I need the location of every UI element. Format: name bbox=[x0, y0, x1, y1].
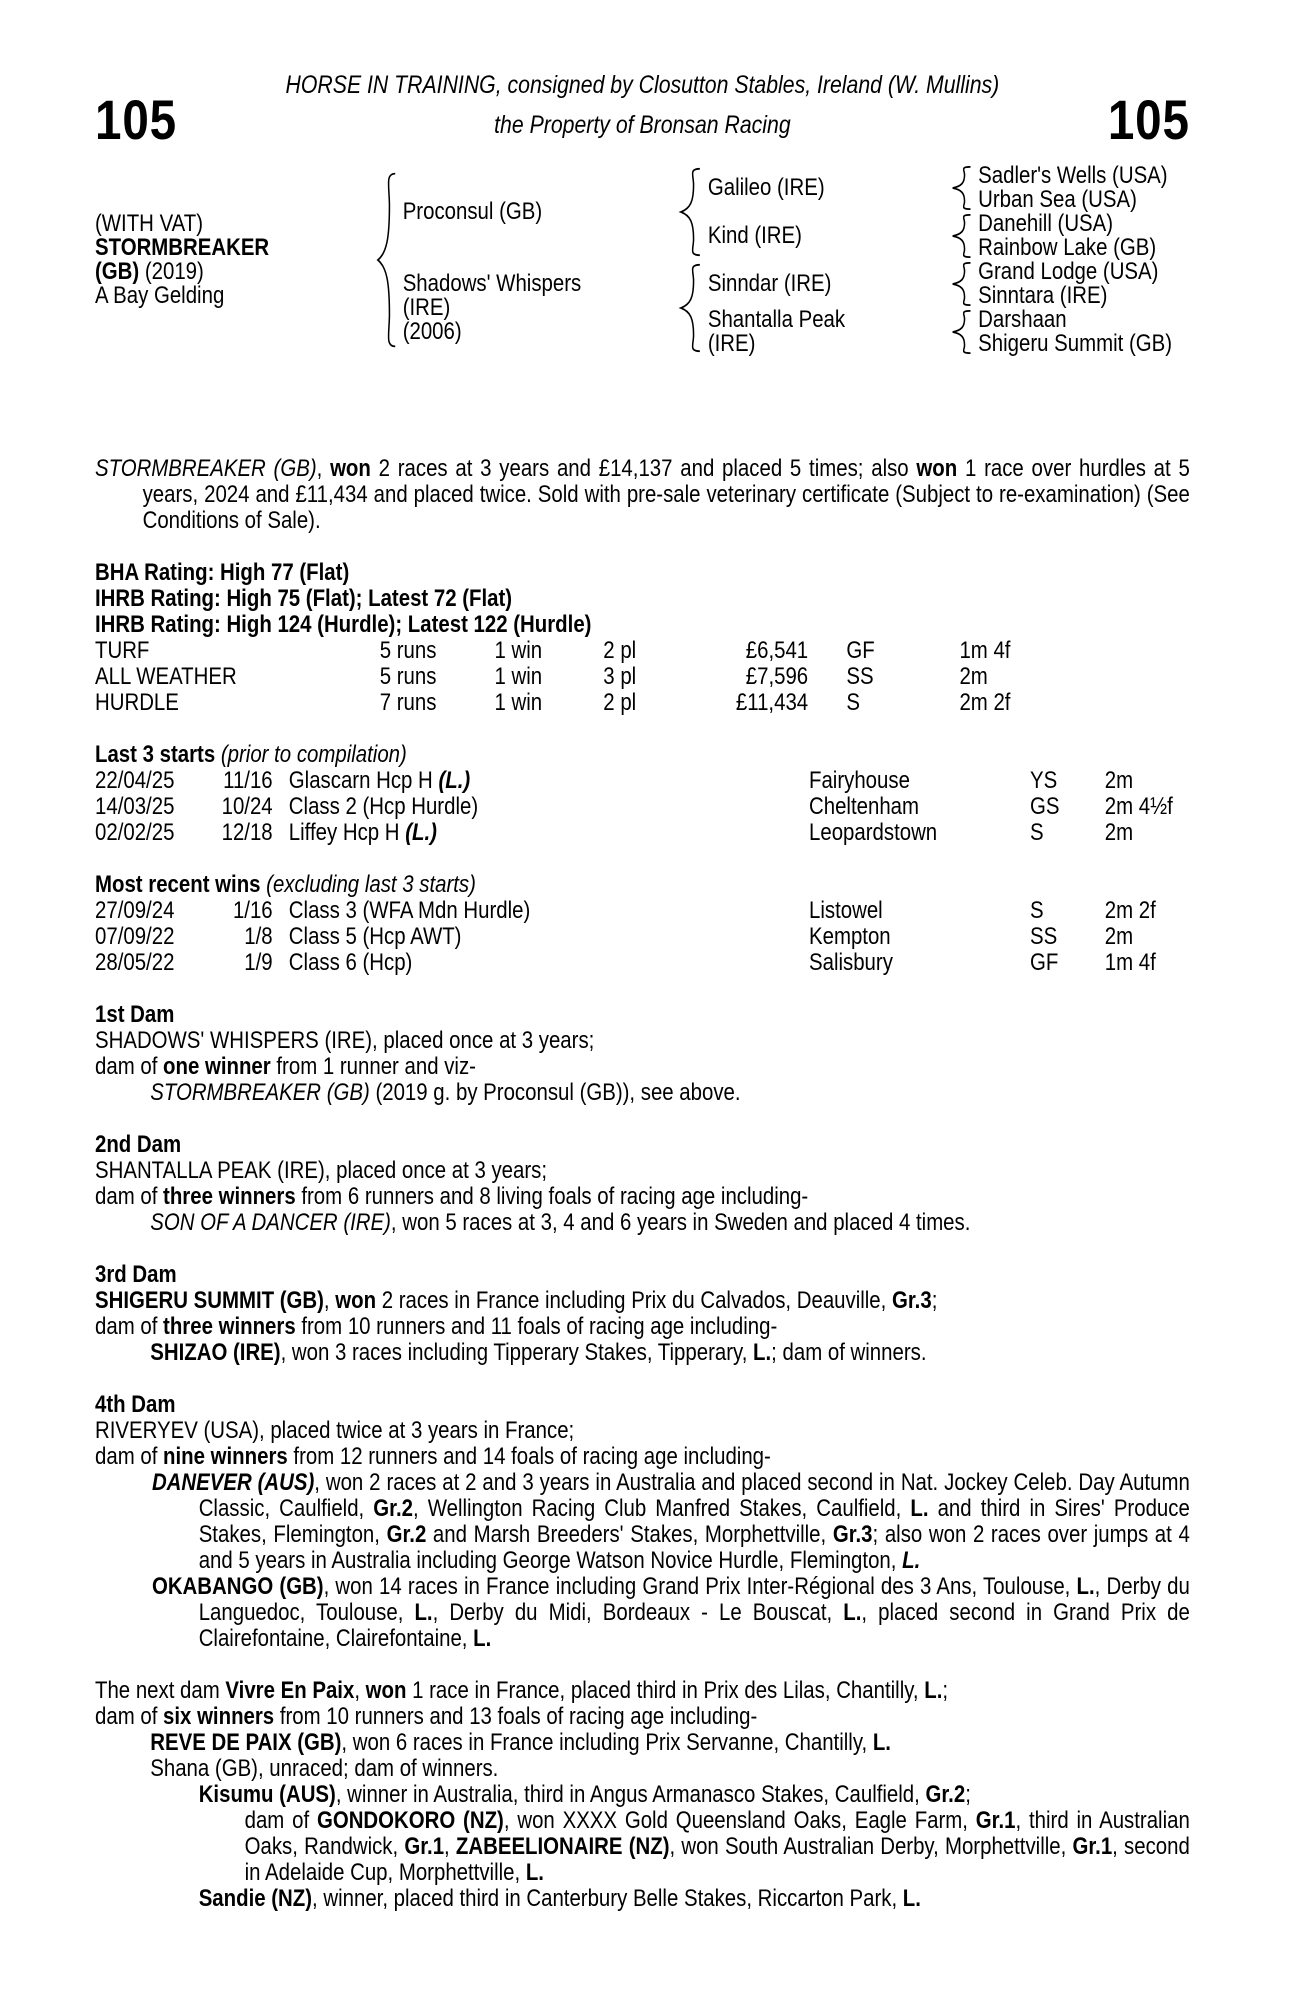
pedigree-brace-sire bbox=[673, 164, 708, 260]
pedigree-ancestor: Grand Lodge (USA) bbox=[978, 258, 1159, 285]
wins: 1 win bbox=[494, 663, 543, 690]
progeny-line: SHIZAO (IRE), won 3 races including Tipperary Stakes, Tipperary, L.; dam of winners. bbox=[150, 1339, 927, 1366]
race-date: 22/04/25 bbox=[95, 767, 175, 794]
win-row bbox=[95, 898, 1190, 924]
pedigree-brace-gen3-1 bbox=[945, 164, 978, 212]
property-row bbox=[95, 88, 1190, 152]
pedigree-dam: Shadows' Whispers (IRE) (2006) bbox=[402, 270, 582, 345]
going: SS bbox=[846, 663, 874, 690]
race-date: 14/03/25 bbox=[95, 793, 175, 820]
pedigree-table bbox=[95, 164, 1190, 356]
page-header bbox=[95, 0, 1190, 152]
distance: 1m 4f bbox=[959, 637, 1011, 664]
ratings-block bbox=[95, 560, 1190, 716]
race-name: Liffey Hcp H (L.) bbox=[288, 819, 437, 846]
race-name: Class 2 (Hcp Hurdle) bbox=[288, 793, 479, 820]
pedigree-dam-dam: Shantalla Peak (IRE) bbox=[707, 306, 846, 357]
race-name: Class 3 (WFA Mdn Hurdle) bbox=[288, 897, 531, 924]
progeny-paragraph: DANEVER (AUS), won 2 races at 2 and 3 years in Australia and placed second in Nat. Jockey Celeb. Day Autumn Classic, Caulfield, Gr.2, Wellington Racing Club Manfred Stakes, Caulfield, L. and third in Sires' Produce Stakes, Flemington, Gr.2 and Marsh Breeders' Stakes, Morphettville, Gr.3; also won 2 races over jumps at 4 and 5 years in Australia including George Watson Novice Hurdle, Flemington, L. bbox=[151, 1469, 1190, 1574]
surface: HURDLE bbox=[95, 689, 179, 716]
dam-record: RIVERYEV (USA), placed twice at 3 years in France; bbox=[95, 1417, 575, 1444]
dam-record: SHADOWS' WHISPERS (IRE), placed once at 3 years; bbox=[95, 1027, 595, 1054]
race-date: 07/09/22 bbox=[95, 923, 175, 950]
finish-position: 12/18 bbox=[221, 819, 273, 846]
race-date: 28/05/22 bbox=[95, 949, 175, 976]
start-row bbox=[95, 794, 1190, 820]
subject-horse-block bbox=[95, 164, 370, 356]
runs: 7 runs bbox=[379, 689, 437, 716]
race-date: 27/09/24 bbox=[95, 897, 175, 924]
pedigree-ancestor: Sadler's Wells (USA) bbox=[978, 162, 1168, 189]
course: Salisbury bbox=[809, 949, 893, 976]
pedigree-sire-dam: Kind (IRE) bbox=[707, 222, 802, 249]
progeny-line: STORMBREAKER (GB) (2019 g. by Proconsul (GB)), see above. bbox=[150, 1079, 741, 1106]
prize-money: £7,596 bbox=[745, 663, 809, 690]
prize-money: £11,434 bbox=[735, 689, 809, 716]
pedigree-ancestor: Danehill (USA) bbox=[978, 210, 1114, 237]
course: Cheltenham bbox=[809, 793, 920, 820]
dam-record: SHANTALLA PEAK (IRE), placed once at 3 years; bbox=[95, 1157, 548, 1184]
pedigree-ancestor: Rainbow Lake (GB) bbox=[978, 234, 1157, 261]
stats-row bbox=[95, 664, 1190, 690]
most-recent-wins-heading: Most recent wins (excluding last 3 starts) bbox=[95, 871, 476, 898]
lot-number-left: 105 bbox=[95, 88, 177, 152]
surface: ALL WEATHER bbox=[95, 663, 237, 690]
finish-position: 1/9 bbox=[244, 949, 273, 976]
section-heading: 1st Dam bbox=[95, 1001, 175, 1028]
ihrb-rating-hurdle: IHRB Rating: High 124 (Hurdle); Latest 122 (Hurdle) bbox=[95, 611, 592, 638]
last-3-starts-heading: Last 3 starts (prior to compilation) bbox=[95, 741, 407, 768]
finish-position: 10/24 bbox=[221, 793, 273, 820]
pedigree-ancestor: Sinntara (IRE) bbox=[978, 282, 1108, 309]
distance: 2m 2f bbox=[959, 689, 1011, 716]
second-dam-section bbox=[95, 1132, 1190, 1236]
section-heading: 4th Dam bbox=[95, 1391, 176, 1418]
distance: 2m bbox=[1104, 767, 1134, 794]
progeny-line: REVE DE PAIX (GB), won 6 races in France including Prix Servanne, Chantilly, L. bbox=[150, 1729, 891, 1756]
wins: 1 win bbox=[494, 637, 543, 664]
prize-money: £6,541 bbox=[745, 637, 809, 664]
dam-produce-summary: dam of nine winners from 12 runners and 14 foals of racing age including- bbox=[95, 1443, 771, 1470]
going: S bbox=[1030, 897, 1044, 924]
pedigree-brace-gen3-2 bbox=[945, 212, 978, 260]
win-row bbox=[95, 950, 1190, 976]
pedigree-ancestor: Darshaan bbox=[978, 306, 1067, 333]
runs: 5 runs bbox=[379, 663, 437, 690]
race-name: Class 6 (Hcp) bbox=[288, 949, 413, 976]
going: GS bbox=[1030, 793, 1060, 820]
fourth-dam-section bbox=[95, 1392, 1190, 1652]
distance: 2m bbox=[1104, 819, 1134, 846]
third-dam-section bbox=[95, 1262, 1190, 1366]
dam-produce-summary: dam of six winners from 10 runners and 13 foals of racing age including- bbox=[95, 1703, 758, 1730]
pedigree-brace-dam bbox=[673, 260, 708, 356]
dam-record: SHIGERU SUMMIT (GB), won 2 races in France including Prix du Calvados, Deauville, Gr.3; bbox=[95, 1287, 938, 1314]
pedigree-ancestor: Shigeru Summit (GB) bbox=[978, 330, 1173, 357]
bha-rating: BHA Rating: High 77 (Flat) bbox=[95, 559, 350, 586]
finish-position: 1/16 bbox=[232, 897, 273, 924]
course: Listowel bbox=[809, 897, 883, 924]
catalogue-page bbox=[95, 0, 1190, 1912]
places: 3 pl bbox=[603, 663, 637, 690]
win-row bbox=[95, 924, 1190, 950]
consignor-line: HORSE IN TRAINING, consigned by Closutton Stables, Ireland (W. Mullins) bbox=[285, 71, 1000, 99]
section-heading: 3rd Dam bbox=[95, 1261, 177, 1288]
pedigree-sire-sire: Galileo (IRE) bbox=[707, 174, 825, 201]
start-row bbox=[95, 820, 1190, 846]
most-recent-wins bbox=[95, 872, 1190, 976]
stats-row bbox=[95, 690, 1190, 716]
surface: TURF bbox=[95, 637, 150, 664]
dam-produce-summary: dam of three winners from 10 runners and 11 foals of racing age including- bbox=[95, 1313, 778, 1340]
runs: 5 runs bbox=[379, 637, 437, 664]
start-row bbox=[95, 768, 1190, 794]
going: S bbox=[846, 689, 861, 716]
pedigree-brace-gen3-4 bbox=[945, 308, 978, 356]
going: GF bbox=[1030, 949, 1059, 976]
pedigree-sire: Proconsul (GB) bbox=[402, 198, 543, 225]
last-3-starts bbox=[95, 742, 1190, 846]
dam-produce-summary: dam of one winner from 1 runner and viz- bbox=[95, 1053, 476, 1080]
wins: 1 win bbox=[494, 689, 543, 716]
progeny-continuation: dam of GONDOKORO (NZ), won XXXX Gold Queensland Oaks, Eagle Farm, Gr.1, third in Australian Oaks, Randwick, Gr.1, ZABEELIONAIRE (NZ), won South Australian Derby, Morphettville, Gr.1, second in Adelaide Cup, Morphettville, L. bbox=[244, 1807, 1190, 1886]
progeny-paragraph: OKABANGO (GB), won 14 races in France including Grand Prix Inter-Régional des 3 Ans, Toulouse, L., Derby du Languedoc, Toulouse, L., Derby du Midi, Bordeaux - Le Bouscat, L., placed second in Grand Prix de Clairefontaine, Clairefontaine, L. bbox=[151, 1573, 1190, 1652]
pedigree-dam-sire: Sinndar (IRE) bbox=[707, 270, 832, 297]
subject-horse-name: STORMBREAKER bbox=[95, 234, 270, 261]
distance: 1m 4f bbox=[1104, 949, 1156, 976]
race-record-summary bbox=[95, 456, 1190, 534]
progeny-line: Shana (GB), unraced; dam of winners. bbox=[150, 1755, 499, 1782]
going: YS bbox=[1030, 767, 1058, 794]
race-date: 02/02/25 bbox=[95, 819, 175, 846]
dam-produce-summary: dam of three winners from 6 runners and 8 living foals of racing age including- bbox=[95, 1183, 809, 1210]
vat-note: (WITH VAT) bbox=[95, 210, 204, 237]
summary-paragraph: STORMBREAKER (GB), won 2 races at 3 years and £14,137 and placed 5 times; also won 1 race over hurdles at 5 years, 2024 and £11,434 and placed twice. Sold with pre-sale veterinary certificate (Subject to re-examination) (See Conditions of Sale). bbox=[95, 455, 1190, 534]
finish-position: 11/16 bbox=[223, 767, 273, 794]
distance: 2m bbox=[1104, 923, 1134, 950]
distance: 2m 4½f bbox=[1104, 793, 1173, 820]
going: SS bbox=[1030, 923, 1058, 950]
going: GF bbox=[846, 637, 875, 664]
race-name: Glascarn Hcp H (L.) bbox=[288, 767, 471, 794]
progeny-line: Sandie (NZ), winner, placed third in Canterbury Belle Stakes, Riccarton Park, L. bbox=[198, 1885, 921, 1912]
pedigree-brace-main bbox=[370, 164, 402, 356]
race-name: Class 5 (Hcp AWT) bbox=[288, 923, 462, 950]
ihrb-rating-flat: IHRB Rating: High 75 (Flat); Latest 72 (Flat) bbox=[95, 585, 513, 612]
section-heading: 2nd Dam bbox=[95, 1131, 182, 1158]
places: 2 pl bbox=[603, 689, 637, 716]
course: Leopardstown bbox=[809, 819, 938, 846]
going: S bbox=[1030, 819, 1044, 846]
course: Kempton bbox=[809, 923, 891, 950]
subject-horse-description: A Bay Gelding bbox=[95, 282, 225, 309]
pedigree-brace-gen3-3 bbox=[945, 260, 978, 308]
next-dam-record: The next dam Vivre En Paix, won 1 race in France, placed third in Prix des Lilas, Chantilly, L.; bbox=[95, 1677, 949, 1704]
distance: 2m 2f bbox=[1104, 897, 1156, 924]
subject-horse-suffix-year: (GB) (2019) bbox=[95, 258, 204, 285]
places: 2 pl bbox=[603, 637, 637, 664]
progeny-line: Kisumu (AUS), winner in Australia, third in Angus Armanasco Stakes, Caulfield, Gr.2; bbox=[198, 1781, 971, 1808]
course: Fairyhouse bbox=[809, 767, 910, 794]
first-dam-section bbox=[95, 1002, 1190, 1106]
property-line: the Property of Bronsan Racing bbox=[494, 111, 791, 139]
distance: 2m bbox=[959, 663, 988, 690]
next-dam-section bbox=[95, 1678, 1190, 1912]
lot-number-right: 105 bbox=[1107, 88, 1190, 152]
progeny-line: SON OF A DANCER (IRE), won 5 races at 3, 4 and 6 years in Sweden and placed 4 times. bbox=[150, 1209, 971, 1236]
stats-row bbox=[95, 638, 1190, 664]
pedigree-ancestor: Urban Sea (USA) bbox=[978, 186, 1137, 213]
finish-position: 1/8 bbox=[244, 923, 273, 950]
